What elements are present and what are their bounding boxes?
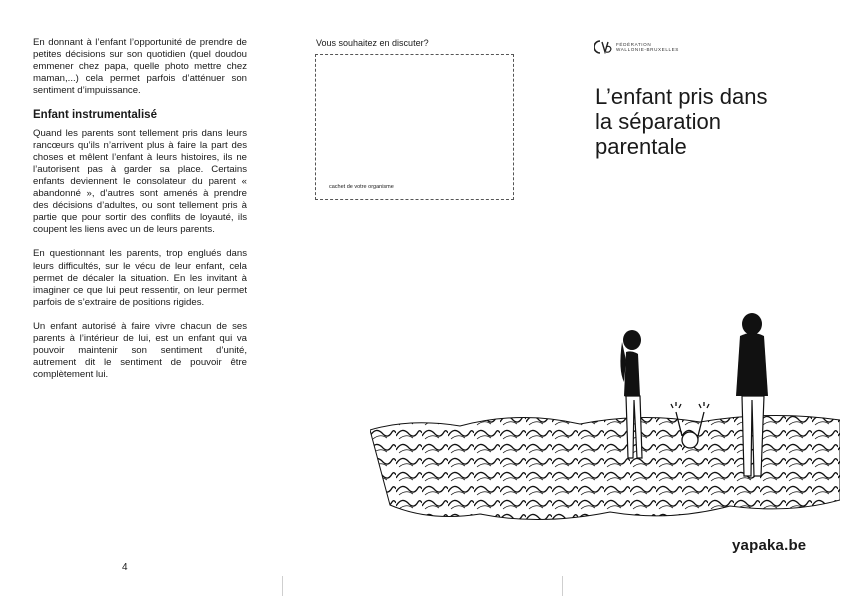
paragraph-1: Quand les parents sont tellement pris dans leurs rancœurs qu’ils n’arrivent plus à faire la part des choses et mêlent l’enfant à leurs histoires, ils ne l’autorisent pas à garder sa place. Certains enfants deviennent le consolateur du parent « abandonné », d’autres sont amenés à prendre des décisions d’adultes, ou sont tellement pris à partie que pour sortir des conflits de loyauté, ils coupent les liens avec un de leurs parents. <box>33 127 247 236</box>
cover-title <box>595 84 815 159</box>
fold-mark-right <box>562 576 563 596</box>
discuss-label: Vous souhaitez en discuter? <box>316 38 429 48</box>
title-line-2: la séparation <box>595 109 721 134</box>
intro-paragraph: En donnant à l’enfant l’opportunité de prendre de petites décisions sur son quotidien (quel doudou emmener chez papa, quelle photo mettre chez maman,...) cela permet parfois d’atténuer son sentiment d’impuissance. <box>33 37 247 97</box>
left-column <box>33 37 247 393</box>
yapaka-link[interactable]: yapaka.be <box>732 537 807 554</box>
page-number: 4 <box>122 562 128 573</box>
cover-illustration <box>370 300 840 530</box>
federation-logo <box>594 40 679 54</box>
logo-line-2: WALLONIE-BRUXELLES <box>616 47 679 52</box>
paragraph-3: Un enfant autorisé à faire vivre chacun de ses parents à l’intérieur de lui, est un enfant qui va pouvoir maintenir son sentiment d’unité, autrement dit le sentiment de pouvoir être complètement lui. <box>33 320 247 381</box>
section-heading: Enfant instrumentalisé <box>33 109 157 122</box>
stamp-box <box>315 54 514 200</box>
logo-text <box>616 42 679 52</box>
fold-mark-left <box>282 576 283 596</box>
logo-line-1: FÉDÉRATION <box>616 41 652 47</box>
waves <box>370 415 840 519</box>
paragraph-2: En questionnant les parents, trop englués dans leurs difficultés, sur le vécu de leur enfant, cela permet de décaler la situation. En les invitant à imaginer ce que lui peut ressentir, on leur permet parfois de s’extraire de positions rigides. <box>33 248 247 308</box>
title-line-1: L’enfant pris dans <box>595 84 768 109</box>
federation-logo-icon <box>594 40 612 54</box>
title-line-3: parentale <box>595 134 687 159</box>
stamp-label: cachet de votre organisme <box>329 184 394 190</box>
